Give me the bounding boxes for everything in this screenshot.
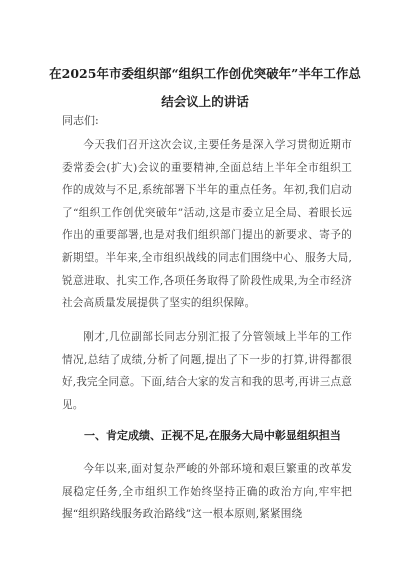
document-title-line-2: 结会议上的讲话 xyxy=(161,94,249,109)
paragraph-opening: 今天我们召开这次会议,主要任务是深入学习贯彻近期市委常委会(扩大)会议的重要精神,全面总结上半年全市组织工作的成效与不足,系统部署下半年的重点任务。年初,我们启动了“组织工作创优突破年”活动,这是市委立足全局、着眼长远作出的重要部署,也是对我们组织部门提出的新要求、寄予的新期望。半年来,全市组织战线的同志们围绕中心、服务大局,锐意进取、扎实工作,各项任务取得了阶段性成果,为全市经济社会高质量发展提供了坚实的组织保障。 xyxy=(62,139,352,310)
salutation: 同志们: xyxy=(62,114,99,127)
paragraph-section-1: 今年以来,面对复杂严峻的外部环境和艰巨繁重的改革发展稳定任务,全市组织工作始终坚持正确的政治方向,牢牢把握“组织路线服务政治路线”这一根本原则,紧紧围绕 xyxy=(62,463,352,521)
section-heading-1: 一、肯定成绩、正视不足,在服务大局中彰显组织担当 xyxy=(84,429,341,442)
document-title-line-1: 在2025年市委组织部“组织工作创优突破年”半年工作总 xyxy=(49,66,361,81)
paragraph-transition: 刚才,几位副部长同志分别汇报了分管领域上半年的工作情况,总结了成绩,分析了问题,提出了下一步的打算,讲得都很好,我完全同意。下面,结合大家的发言和我的思考,再讲三点意见。 xyxy=(62,331,352,411)
